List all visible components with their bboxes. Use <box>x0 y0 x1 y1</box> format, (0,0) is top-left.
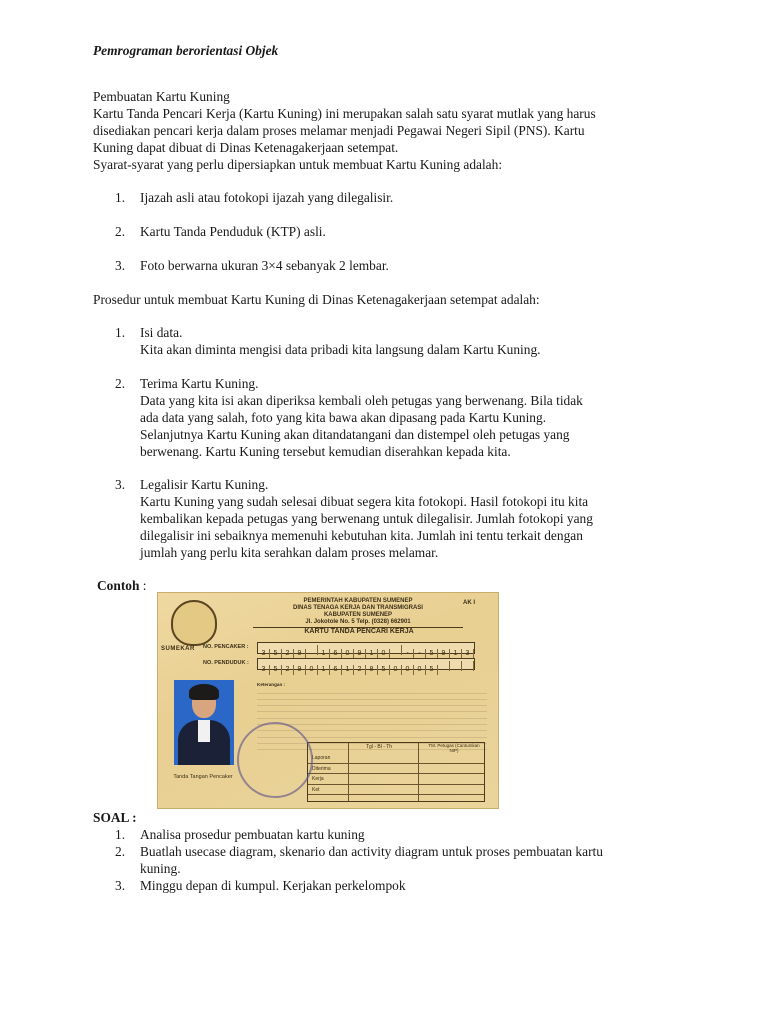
list-text: Analisa prosedur pembuatan kartu kuning <box>140 827 365 842</box>
digit-box: 0 <box>342 649 354 659</box>
digit-box: 9 <box>294 665 306 675</box>
photo-shirt <box>198 720 210 742</box>
step-line: Data yang kita isi akan diperiksa kembali oleh petugas yang berwenang. Bila tidak <box>140 393 583 408</box>
list-number: 3. <box>115 477 126 492</box>
digit-box: 5 <box>378 665 390 675</box>
card-header <box>253 598 463 626</box>
notes-heading: Keterangan : <box>257 682 286 687</box>
table-row <box>308 785 484 796</box>
list-number: 3. <box>115 258 126 273</box>
photo-hair <box>189 684 219 700</box>
table-row-label: Laporan <box>312 755 331 761</box>
step-line: Kita akan diminta mengisi data pribadi kita langsung dalam Kartu Kuning. <box>140 342 541 357</box>
table-row-label: Diterima <box>312 765 331 772</box>
digit-box: 0 <box>414 665 426 675</box>
digit-box: 1 <box>366 649 378 659</box>
digit-box <box>390 645 402 655</box>
digit-box: 6 <box>330 649 342 659</box>
list-number: 1. <box>115 190 126 205</box>
kartu-kuning-image <box>157 592 499 809</box>
step-line: ada data yang salah, foto yang kita bawa akan dipasang pada Kartu Kuning. <box>140 410 547 425</box>
list-text: Foto berwarna ukuran 3×4 sebanyak 2 lembar. <box>140 258 389 273</box>
digit-box: 3 <box>258 649 270 659</box>
digit-box: 1 <box>342 665 354 675</box>
digit-box: 3 <box>258 665 270 675</box>
example-label-colon: : <box>139 578 147 593</box>
digit-box <box>306 645 318 655</box>
digit-box: 1 <box>318 649 330 659</box>
intro-line: Kuning dapat dibuat di Dinas Ketenagakerjaan setempat. <box>93 140 399 155</box>
list-number: 2. <box>115 376 126 391</box>
step-line: Selanjutnya Kartu Kuning akan ditandatangani dan distempel oleh petugas yang <box>140 427 570 442</box>
list-text: Minggu depan di kumpul. Kerjakan perkelompok <box>140 878 406 893</box>
step-line: jumlah yang perlu kita serahkan dalam proses melamar. <box>140 545 439 560</box>
logo-label: SUMEKAR <box>161 646 195 652</box>
digit-box: 2 <box>282 665 294 675</box>
digit-box: 5 <box>426 649 438 659</box>
digit-box: 9 <box>294 649 306 659</box>
card-header-line: KABUPATEN SUMENEP <box>323 612 393 618</box>
step-title: Isi data. <box>140 325 183 340</box>
example-label-text: Contoh <box>97 578 140 593</box>
digit-box: - <box>414 649 426 659</box>
step-line: dilegalisir ini sebaiknya memenuhi kebutuhan kita. Jumlah ini tentu terkait dengan <box>140 528 583 543</box>
list-number: 1. <box>115 325 126 340</box>
card-header-line: DINAS TENAGA KERJA DAN TRANSMIGRASI <box>293 605 423 611</box>
soal-heading: SOAL : <box>93 810 137 825</box>
penduduk-number-boxes <box>257 658 475 673</box>
field-label-pencaker: NO. PENCAKER : <box>203 644 249 650</box>
card-title: KARTU TANDA PENCARI KERJA <box>304 628 414 635</box>
table-row-label: Kerja <box>312 776 324 782</box>
digit-box: 2 <box>354 665 366 675</box>
table-header: Tgl - Bl - Th <box>366 744 393 750</box>
step-title: Legalisir Kartu Kuning. <box>140 477 269 492</box>
step-line: berwenang. Kartu Kuning tersebut kemudian diserahkan kepada kita. <box>140 444 511 459</box>
digit-box: 1 <box>318 665 330 675</box>
list-number: 2. <box>115 224 126 239</box>
field-label-penduduk: NO. PENDUDUK : <box>203 660 249 666</box>
card-header-line: Jl. Jokotole No. 5 Telp. (0328) 662901 <box>305 619 411 625</box>
step-title: Terima Kartu Kuning. <box>140 376 259 391</box>
table-header: TM. Petugas (Cantumkan NIP) <box>428 743 480 753</box>
list-number: 3. <box>115 878 126 893</box>
card-header-line: PEMERINTAH KABUPATEN SUMENEP <box>303 598 413 604</box>
table-row <box>308 774 484 785</box>
digit-box: 5 <box>426 665 438 675</box>
pencaker-number-boxes <box>257 642 475 657</box>
step-line: Kartu Kuning yang sudah selesai dibuat segera kita fotokopi. Hasil fotokopi itu kita <box>140 494 589 509</box>
procedure-intro: Prosedur untuk membuat Kartu Kuning di Dinas Ketenagakerjaan setempat adalah: <box>93 292 540 307</box>
intro-line: Syarat-syarat yang perlu dipersiapkan untuk membuat Kartu Kuning adalah: <box>93 157 503 172</box>
document-header-title: Pemrograman berorientasi Objek <box>93 43 279 58</box>
digit-box: 9 <box>438 649 450 659</box>
digit-box: 0 <box>390 665 402 675</box>
digit-box: 0 <box>306 665 318 675</box>
table-row-label: Ket <box>312 786 320 793</box>
example-label <box>97 577 147 594</box>
digit-box: 6 <box>330 665 342 675</box>
regency-logo-icon <box>171 600 217 646</box>
table-row <box>308 764 484 775</box>
digit-box: 9 <box>354 649 366 659</box>
official-stamp-icon <box>237 722 313 798</box>
list-text: Ijazah asli atau fotokopi ijazah yang dilegalisir. <box>140 190 394 205</box>
digit-box: 5 <box>270 665 282 675</box>
digit-box <box>450 661 462 671</box>
signature-label: Tanda Tangan Pencaker <box>173 774 233 780</box>
digit-box: 0 <box>402 665 414 675</box>
intro-line: Kartu Tanda Pencari Kerja (Kartu Kuning) ini merupakan salah satu syarat mutlak yang harus <box>93 106 596 121</box>
digit-box <box>462 661 474 671</box>
card-table <box>307 742 485 802</box>
intro-line: disediakan pencari kerja dalam proses melamar menjadi Pegawai Negeri Sipil (PNS). Kartu <box>93 123 585 138</box>
digit-box: 8 <box>366 665 378 675</box>
list-text: Kartu Tanda Penduduk (KTP) asli. <box>140 224 326 239</box>
section-heading: Pembuatan Kartu Kuning <box>93 89 230 104</box>
card-code: AK I <box>463 600 475 606</box>
step-line: kembalikan kepada petugas yang berwenang untuk dilegalisir. Jumlah fotokopi yang <box>140 511 593 526</box>
digit-box: - <box>402 649 414 659</box>
list-number: 1. <box>115 827 126 842</box>
applicant-photo <box>174 680 234 765</box>
digit-box: 2 <box>282 649 294 659</box>
list-text: Buatlah usecase diagram, skenario dan activity diagram untuk proses pembuatan kartu <box>140 844 603 859</box>
list-number: 2. <box>115 844 126 859</box>
digit-box <box>438 661 450 671</box>
digit-box: 3 <box>462 649 474 659</box>
digit-box: 5 <box>270 649 282 659</box>
digit-box: 1 <box>450 649 462 659</box>
table-row <box>308 753 484 764</box>
list-text-continued: kuning. <box>140 861 181 876</box>
digit-box: 0 <box>378 649 390 659</box>
